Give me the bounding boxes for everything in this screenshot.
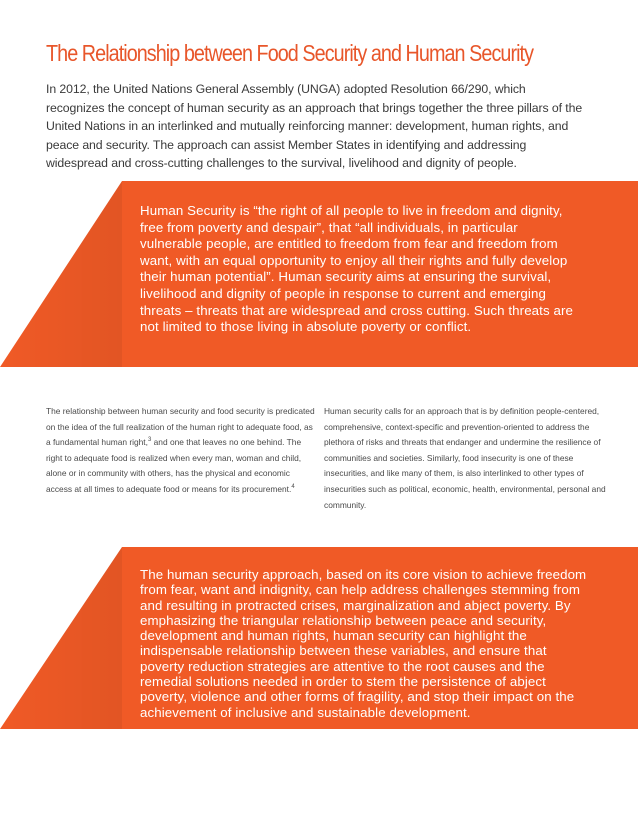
body-column-left bbox=[46, 404, 318, 498]
intro-paragraph: In 2012, the United Nations General Assembly (UNGA) adopted Resolution 66/290, which recognizes the concept of human security as an approach that brings together the three pillars of the United Nations in an interlinked and mutually reinforcing manner: development, human rights, and peace and security. The approach can assist Member States in identifying and addressing widespread and cross-cutting challenges to the survival, livelihood and dignity of people. bbox=[46, 82, 583, 171]
body-column-right: Human security calls for an approach that is by definition people-centered, comprehensive, context-specific and prevention-oriented to address the plethora of risks and threats that endanger and undermine the resilience of communities and societies. Similarly, food insecurity is one of these insecurities, and like many of them, is also interlinked to other types of insecurities such as political, economic, health, environmental, personal and community. bbox=[324, 406, 606, 510]
band-fold-corner bbox=[0, 547, 122, 729]
footnote-ref[interactable]: 3 bbox=[147, 437, 152, 444]
page-title: The Relationship between Food Security and Human Security bbox=[46, 40, 534, 66]
callout-band-human-security-approach bbox=[0, 547, 638, 729]
body-text: and one that leaves no one behind. The right to adequate food is realized when every man, woman and child, alone or in community with others, has the physical and economic access at all times to adequate food or means for its procurement. bbox=[46, 437, 302, 494]
callout-text: The human security approach, based on its core vision to achieve freedom from fear, want and indignity, can help address challenges stemming from and resulting in protracted crises, marginalization and abject poverty. By emphasizing the triangular relationship between peace and security, development and human rights, human security can highlight the indispensable relationship between these variables, and ensure that poverty reduction strategies are attentive to the root causes and the remedial solutions needed in order to stem the persistence of abject poverty, violence and other forms of fragility, and stop their impact on the achievement of inclusive and sustainable development. bbox=[140, 567, 587, 720]
callout-band-human-security-definition bbox=[0, 181, 638, 367]
band-fold-corner bbox=[0, 181, 122, 367]
footnote-ref[interactable]: 4 bbox=[291, 484, 295, 491]
callout-text: Human Security is “the right of all people to live in freedom and dignity, free from poverty and despair”, that “all individuals, in particular vulnerable people, are entitled to freedom from fear and freedom from want, with an equal opportunity to enjoy all their rights and fully develop their human potential”. Human security aims at ensuring the survival, livelihood and dignity of people in response to current and emerging threats – threats that are widespread and cross cutting. Such threats are not limited to those living in absolute poverty or conflict. bbox=[140, 203, 574, 335]
body-text: The relationship between human security and food security is predicated on the idea of the full realization of the human right to adequate food, as a fundamental human right, bbox=[46, 406, 315, 448]
